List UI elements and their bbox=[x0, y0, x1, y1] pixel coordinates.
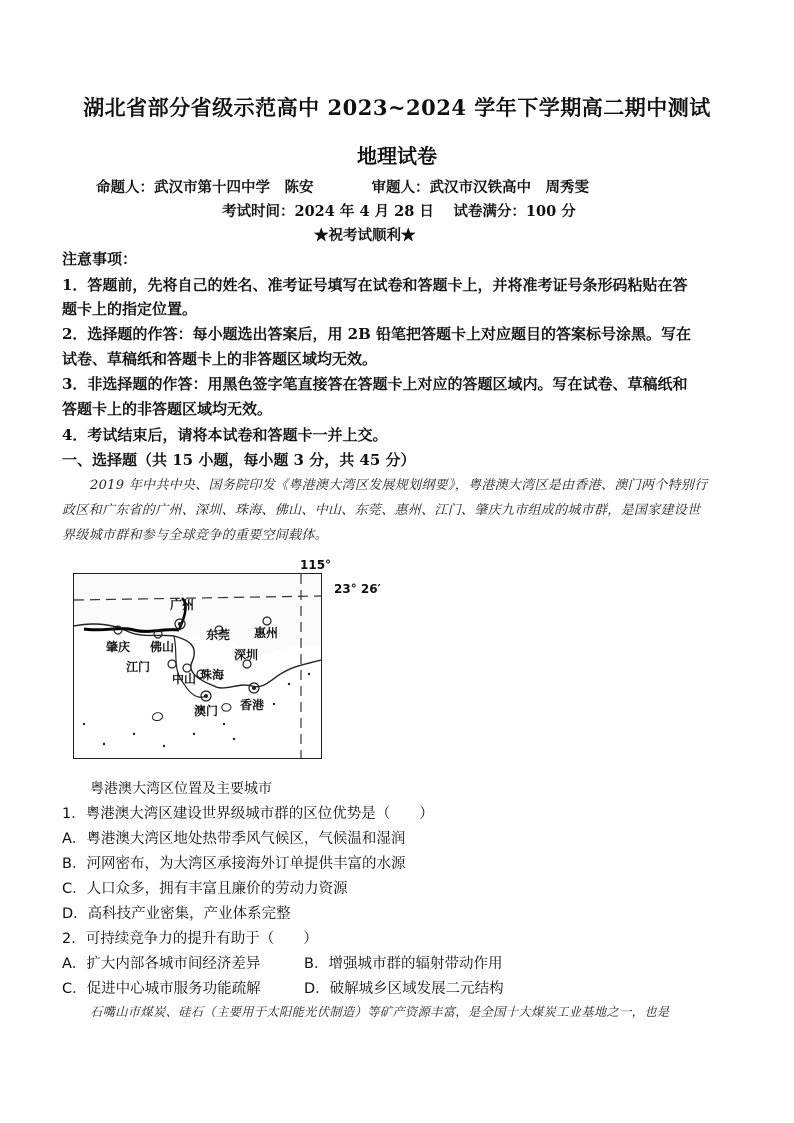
note-line: 4．考试结束后，请将本试卷和答题卡一并上交。 bbox=[62, 426, 388, 444]
exam-info: 考试时间：2024 年 4 月 28 日 试卷满分：100 分 bbox=[222, 203, 576, 220]
question-1-option-a: A．粤港澳大湾区地处热带季风气候区，气候温和湿润 bbox=[62, 831, 406, 847]
question-2-option-a: A．扩大内部各城市间经济差异 bbox=[62, 956, 261, 972]
city-label-macau: 澳门 bbox=[194, 704, 219, 718]
question-1-option-b: B．河网密布，为大湾区承接海外订单提供丰富的水源 bbox=[62, 856, 406, 872]
page-subtitle: 地理试卷 bbox=[357, 144, 437, 168]
map-latitude-label: 23° 26′ bbox=[334, 582, 381, 596]
note-line: 1．答题前，先将自己的姓名、准考证号填写在试卷和答题卡上，并将准考证号条形码粘贴在答 bbox=[62, 276, 688, 294]
city-label-zhongshan: 中山 bbox=[172, 672, 197, 686]
map-caption: 粤港澳大湾区位置及主要城市 bbox=[90, 781, 272, 797]
city-label-zhaoqing: 肇庆 bbox=[106, 640, 131, 654]
city-label-shenzhen: 深圳 bbox=[234, 648, 259, 662]
passage-line: 政区和广东省的广州、深圳、珠海、佛山、中山、东莞、惠州、江门、肇庆九市组成的城市群，是国家建设世 bbox=[62, 503, 701, 518]
passage-line: 2019 年中共中央、国务院印发《粤港澳大湾区发展规划纲要》，粤港澳大湾区是由香港、澳门两个特别行 bbox=[90, 478, 708, 493]
map-drawing bbox=[74, 574, 321, 758]
notes-heading: 注意事项： bbox=[62, 250, 138, 268]
author-line: 命题人：武汉市第十四中学 陈安 审题人：武汉市汉铁高中 周秀雯 bbox=[96, 179, 589, 196]
question-1-option-c: C．人口众多，拥有丰富且廉价的劳动力资源 bbox=[62, 881, 348, 897]
note-line: 试卷、草稿纸和答题卡上的非答题区域均无效。 bbox=[62, 350, 378, 368]
note-line: 2．选择题的作答：每小题选出答案后，用 2B 铅笔把答题卡上对应题目的答案标号涂黑。写在 bbox=[62, 325, 692, 343]
city-label-jiangmen: 江门 bbox=[126, 660, 151, 674]
note-line: 3．非选择题的作答：用黑色签字笔直接答在答题卡上对应的答题区域内。写在试卷、草稿纸和 bbox=[62, 375, 688, 393]
city-label-guangzhou: 广州 bbox=[170, 598, 195, 612]
city-label-hongkong: 香港 bbox=[240, 698, 265, 712]
passage-2-line: 石嘴山市煤炭、硅石（主要用于太阳能光伏制造）等矿产资源丰富，是全国十大煤炭工业基地之一，也是 bbox=[90, 1005, 670, 1019]
map-longitude-label: 115° bbox=[300, 558, 332, 572]
section-heading: 一、选择题（共 15 小题，每小题 3 分，共 45 分） bbox=[62, 451, 416, 469]
question-2-option-c: C．促进中心城市服务功能疏解 bbox=[62, 981, 261, 997]
page-title: 湖北省部分省级示范高中 2023~2024 学年下学期高二期中测试 bbox=[83, 95, 711, 120]
city-label-zhuhai: 珠海 bbox=[200, 668, 225, 682]
city-label-foshan: 佛山 bbox=[150, 640, 175, 654]
passage-line: 界级城市群和参与全球竞争的重要空间载体。 bbox=[62, 528, 329, 543]
city-label-huizhou: 惠州 bbox=[254, 626, 279, 640]
question-2-option-d: D．破解城乡区域发展二元结构 bbox=[304, 981, 504, 997]
question-1-stem: 1．粤港澳大湾区建设世界级城市群的区位优势是（ ） bbox=[62, 806, 434, 822]
question-2-option-b: B．增强城市群的辐射带动作用 bbox=[304, 956, 503, 972]
note-line: 答题卡上的非答题区域均无效。 bbox=[62, 400, 273, 418]
blessing: ★祝考试顺利★ bbox=[314, 227, 416, 244]
question-2-stem: 2．可持续竞争力的提升有助于（ ） bbox=[62, 931, 318, 947]
question-1-option-d: D．高科技产业密集，产业体系完整 bbox=[62, 906, 291, 922]
bay-area-map bbox=[73, 573, 322, 759]
note-line: 题卡上的指定位置。 bbox=[62, 300, 198, 318]
city-label-dongguan: 东莞 bbox=[206, 628, 231, 642]
